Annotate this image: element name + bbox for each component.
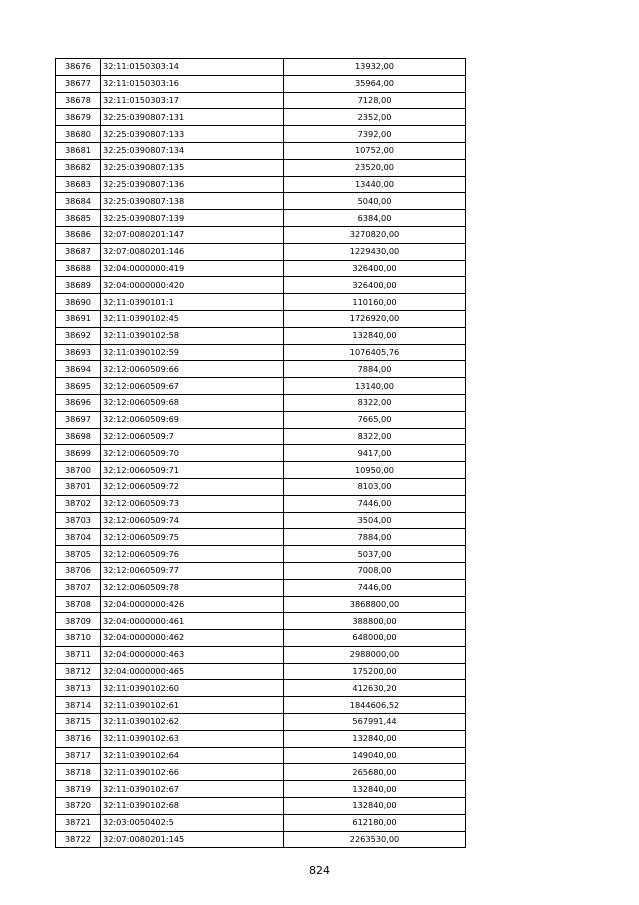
table-row [56,814,466,831]
registry-table-body [56,59,466,848]
value-cell: 7392,00 [284,126,466,143]
row-number-cell: 38707 [56,579,101,596]
row-number-cell: 38678 [56,92,101,109]
value-cell: 8103,00 [284,478,466,495]
cadastral-number-cell: 32:11:0390101:1 [101,294,284,311]
cadastral-number-cell: 32:11:0150303:16 [101,75,284,92]
row-number-cell: 38713 [56,680,101,697]
cadastral-number-cell: 32:12:0060509:71 [101,462,284,479]
value-cell: 13440,00 [284,176,466,193]
table-row [56,529,466,546]
value-cell: 3504,00 [284,512,466,529]
value-cell: 7446,00 [284,579,466,596]
table-row [56,344,466,361]
cadastral-number-cell: 32:11:0150303:17 [101,92,284,109]
row-number-cell: 38689 [56,277,101,294]
row-number-cell: 38681 [56,142,101,159]
cadastral-number-cell: 32:25:0390807:135 [101,159,284,176]
cadastral-number-cell: 32:11:0390102:59 [101,344,284,361]
cadastral-number-cell: 32:12:0060509:77 [101,562,284,579]
cadastral-number-cell: 32:12:0060509:78 [101,579,284,596]
cadastral-number-cell: 32:25:0390807:131 [101,109,284,126]
cadastral-number-cell: 32:11:0390102:67 [101,781,284,798]
table-row [56,428,466,445]
cadastral-number-cell: 32:11:0390102:64 [101,747,284,764]
cadastral-number-cell: 32:11:0390102:68 [101,798,284,815]
row-number-cell: 38680 [56,126,101,143]
value-cell: 2263530,00 [284,831,466,848]
row-number-cell: 38721 [56,814,101,831]
value-cell: 1076405,76 [284,344,466,361]
row-number-cell: 38686 [56,226,101,243]
table-row [56,562,466,579]
row-number-cell: 38698 [56,428,101,445]
value-cell: 10950,00 [284,462,466,479]
table-row [56,747,466,764]
table-row [56,193,466,210]
value-cell: 2988000,00 [284,646,466,663]
cadastral-number-cell: 32:25:0390807:136 [101,176,284,193]
cadastral-number-cell: 32:04:0000000:426 [101,596,284,613]
row-number-cell: 38705 [56,546,101,563]
table-row [56,243,466,260]
cadastral-number-cell: 32:04:0000000:462 [101,630,284,647]
row-number-cell: 38691 [56,310,101,327]
table-row [56,109,466,126]
row-number-cell: 38699 [56,445,101,462]
value-cell: 132840,00 [284,327,466,344]
value-cell: 9417,00 [284,445,466,462]
value-cell: 35964,00 [284,75,466,92]
row-number-cell: 38712 [56,663,101,680]
table-row [56,59,466,76]
value-cell: 8322,00 [284,428,466,445]
value-cell: 7665,00 [284,411,466,428]
row-number-cell: 38700 [56,462,101,479]
value-cell: 132840,00 [284,781,466,798]
value-cell: 567991,44 [284,714,466,731]
value-cell: 5037,00 [284,546,466,563]
table-row [56,310,466,327]
page-number: 824 [309,864,330,877]
table-row [56,495,466,512]
row-number-cell: 38697 [56,411,101,428]
row-number-cell: 38701 [56,478,101,495]
row-number-cell: 38682 [56,159,101,176]
table-row [56,798,466,815]
row-number-cell: 38704 [56,529,101,546]
cadastral-number-cell: 32:12:0060509:76 [101,546,284,563]
row-number-cell: 38687 [56,243,101,260]
table-row [56,764,466,781]
value-cell: 648000,00 [284,630,466,647]
cadastral-number-cell: 32:12:0060509:67 [101,378,284,395]
value-cell: 23520,00 [284,159,466,176]
row-number-cell: 38684 [56,193,101,210]
value-cell: 132840,00 [284,798,466,815]
row-number-cell: 38690 [56,294,101,311]
row-number-cell: 38716 [56,730,101,747]
value-cell: 1229430,00 [284,243,466,260]
row-number-cell: 38718 [56,764,101,781]
value-cell: 412630,20 [284,680,466,697]
table-row [56,142,466,159]
value-cell: 5040,00 [284,193,466,210]
value-cell: 2352,00 [284,109,466,126]
cadastral-number-cell: 32:12:0060509:68 [101,394,284,411]
table-row [56,294,466,311]
table-row [56,697,466,714]
cadastral-number-cell: 32:12:0060509:7 [101,428,284,445]
table-row [56,378,466,395]
registry-table [55,58,466,848]
row-number-cell: 38692 [56,327,101,344]
value-cell: 175200,00 [284,663,466,680]
cadastral-number-cell: 32:04:0000000:419 [101,260,284,277]
value-cell: 10752,00 [284,142,466,159]
value-cell: 132840,00 [284,730,466,747]
table-row [56,210,466,227]
value-cell: 326400,00 [284,260,466,277]
cadastral-number-cell: 32:11:0390102:58 [101,327,284,344]
table-row [56,596,466,613]
value-cell: 265680,00 [284,764,466,781]
cadastral-number-cell: 32:07:0080201:147 [101,226,284,243]
value-cell: 326400,00 [284,277,466,294]
table-row [56,445,466,462]
cadastral-number-cell: 32:07:0080201:145 [101,831,284,848]
table-row [56,176,466,193]
table-row [56,730,466,747]
cadastral-number-cell: 32:12:0060509:73 [101,495,284,512]
value-cell: 149040,00 [284,747,466,764]
table-row [56,260,466,277]
row-number-cell: 38722 [56,831,101,848]
table-row [56,512,466,529]
value-cell: 1844606,52 [284,697,466,714]
table-row [56,546,466,563]
row-number-cell: 38706 [56,562,101,579]
value-cell: 7446,00 [284,495,466,512]
cadastral-number-cell: 32:11:0390102:62 [101,714,284,731]
cadastral-number-cell: 32:12:0060509:70 [101,445,284,462]
cadastral-number-cell: 32:11:0390102:45 [101,310,284,327]
value-cell: 13140,00 [284,378,466,395]
table-row [56,361,466,378]
table-row [56,478,466,495]
table-row [56,831,466,848]
value-cell: 6384,00 [284,210,466,227]
cadastral-number-cell: 32:25:0390807:133 [101,126,284,143]
cadastral-number-cell: 32:11:0150303:14 [101,59,284,76]
value-cell: 7128,00 [284,92,466,109]
table-row [56,277,466,294]
table-row [56,663,466,680]
cadastral-number-cell: 32:07:0080201:146 [101,243,284,260]
cadastral-number-cell: 32:12:0060509:72 [101,478,284,495]
row-number-cell: 38719 [56,781,101,798]
row-number-cell: 38717 [56,747,101,764]
table-row [56,411,466,428]
cadastral-number-cell: 32:04:0000000:463 [101,646,284,663]
table-row [56,92,466,109]
value-cell: 7884,00 [284,529,466,546]
row-number-cell: 38679 [56,109,101,126]
value-cell: 3270820,00 [284,226,466,243]
value-cell: 110160,00 [284,294,466,311]
row-number-cell: 38694 [56,361,101,378]
cadastral-number-cell: 32:03:0050402:5 [101,814,284,831]
row-number-cell: 38688 [56,260,101,277]
value-cell: 1726920,00 [284,310,466,327]
table-row [56,579,466,596]
row-number-cell: 38715 [56,714,101,731]
row-number-cell: 38709 [56,613,101,630]
table-row [56,75,466,92]
cadastral-number-cell: 32:04:0000000:420 [101,277,284,294]
cadastral-number-cell: 32:25:0390807:138 [101,193,284,210]
row-number-cell: 38702 [56,495,101,512]
table-row [56,646,466,663]
row-number-cell: 38714 [56,697,101,714]
row-number-cell: 38677 [56,75,101,92]
value-cell: 3868800,00 [284,596,466,613]
cadastral-number-cell: 32:11:0390102:60 [101,680,284,697]
value-cell: 612180,00 [284,814,466,831]
cadastral-number-cell: 32:11:0390102:63 [101,730,284,747]
cadastral-number-cell: 32:25:0390807:134 [101,142,284,159]
value-cell: 388800,00 [284,613,466,630]
row-number-cell: 38708 [56,596,101,613]
cadastral-number-cell: 32:11:0390102:66 [101,764,284,781]
table-row [56,630,466,647]
cadastral-number-cell: 32:11:0390102:61 [101,697,284,714]
cadastral-number-cell: 32:04:0000000:461 [101,613,284,630]
table-row [56,781,466,798]
row-number-cell: 38695 [56,378,101,395]
cadastral-number-cell: 32:12:0060509:74 [101,512,284,529]
table-row [56,613,466,630]
value-cell: 8322,00 [284,394,466,411]
table-row [56,462,466,479]
row-number-cell: 38710 [56,630,101,647]
row-number-cell: 38683 [56,176,101,193]
value-cell: 7008,00 [284,562,466,579]
row-number-cell: 38720 [56,798,101,815]
value-cell: 13932,00 [284,59,466,76]
cadastral-number-cell: 32:12:0060509:66 [101,361,284,378]
row-number-cell: 38711 [56,646,101,663]
table-row [56,680,466,697]
table-row [56,327,466,344]
table-row [56,226,466,243]
table-row [56,714,466,731]
cadastral-number-cell: 32:12:0060509:75 [101,529,284,546]
row-number-cell: 38703 [56,512,101,529]
table-row [56,126,466,143]
table-row [56,394,466,411]
table-row [56,159,466,176]
value-cell: 7884,00 [284,361,466,378]
cadastral-number-cell: 32:04:0000000:465 [101,663,284,680]
row-number-cell: 38693 [56,344,101,361]
row-number-cell: 38696 [56,394,101,411]
row-number-cell: 38685 [56,210,101,227]
cadastral-number-cell: 32:25:0390807:139 [101,210,284,227]
cadastral-number-cell: 32:12:0060509:69 [101,411,284,428]
row-number-cell: 38676 [56,59,101,76]
